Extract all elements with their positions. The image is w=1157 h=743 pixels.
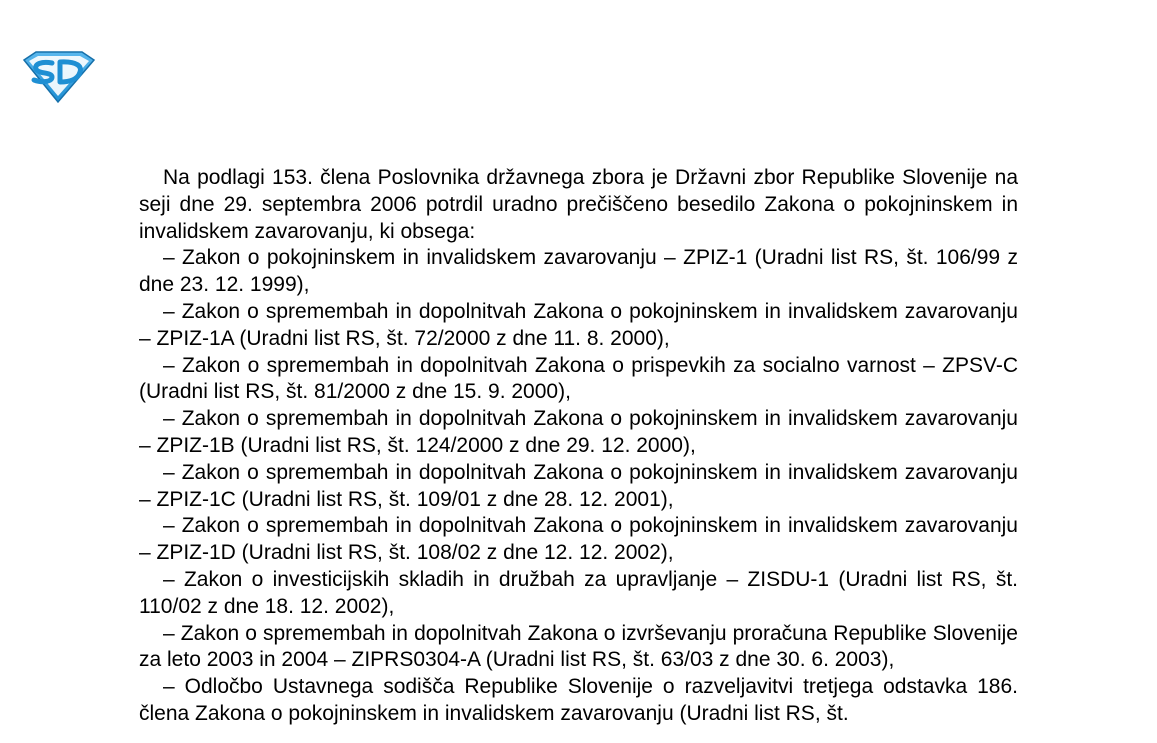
intro-paragraph: Na podlagi 153. člena Poslovnika državnega zbora je Državni zbor Republike Slovenije na seji dne 29. septembra 2006 potrdil uradno prečiščeno besedilo Zakona o pokojninskem in invalidskem zavarovanju, ki obsega: — [139, 166, 1018, 243]
list-item-zisdu-1: – Zakon o investicijskih skladih in družbah za upravljanje – ZISDU-1 (Uradni list RS, št. 110/02 z dne 18. 12. 2002), — [139, 567, 1018, 618]
list-item-odlocba-us: – Odločbo Ustavnega sodišča Republike Slovenije o razveljavitvi tretjega odstavka 186. člena Zakona o pokojninskem in invalidskem zavarovanju (Uradni list RS, št. — [139, 675, 1018, 725]
list-item-zpiz-1: – Zakon o pokojninskem in invalidskem zavarovanju – ZPIZ-1 (Uradni list RS, št. 106/99 z dne 23. 12. 1999), — [139, 246, 1018, 297]
document-body — [139, 165, 1018, 728]
list-item-zpiz-1b: – Zakon o spremembah in dopolnitvah Zakona o pokojninskem in invalidskem zavarovanju – ZPIZ-1B (Uradni list RS, št. 124/2000 z dne 29. 12. 2000), — [139, 407, 1018, 457]
list-item-zpsv-c: – Zakon o spremembah in dopolnitvah Zakona o prispevkih za socialno varnost – ZPSV-C (Uradni list RS, št. 81/2000 z dne 15. 9. 2000), — [139, 353, 1018, 404]
list-item-zpiz-1a: – Zakon o spremembah in dopolnitvah Zakona o pokojninskem in invalidskem zavarovanju – ZPIZ-1A (Uradni list RS, št. 72/2000 z dne 11. 8. 2000), — [139, 299, 1018, 350]
list-item-zpiz-1d: – Zakon o spremembah in dopolnitvah Zakona o pokojninskem in invalidskem zavarovanju – ZPIZ-1D (Uradni list RS, št. 108/02 z dne 12. 12. 2002), — [139, 514, 1018, 565]
list-item-zpiz-1c: – Zakon o spremembah in dopolnitvah Zakona o pokojninskem in invalidskem zavarovanju – ZPIZ-1C (Uradni list RS, št. 109/01 z dne 28. 12. 2001), — [139, 460, 1018, 511]
sd-shield-logo-icon — [22, 48, 96, 104]
list-item-ziprs0304-a: – Zakon o spremembah in dopolnitvah Zakona o izvrševanju proračuna Republike Slovenije za leto 2003 in 2004 – ZIPRS0304-A (Uradni list RS, št. 63/03 z dne 30. 6. 2003), — [139, 621, 1018, 672]
